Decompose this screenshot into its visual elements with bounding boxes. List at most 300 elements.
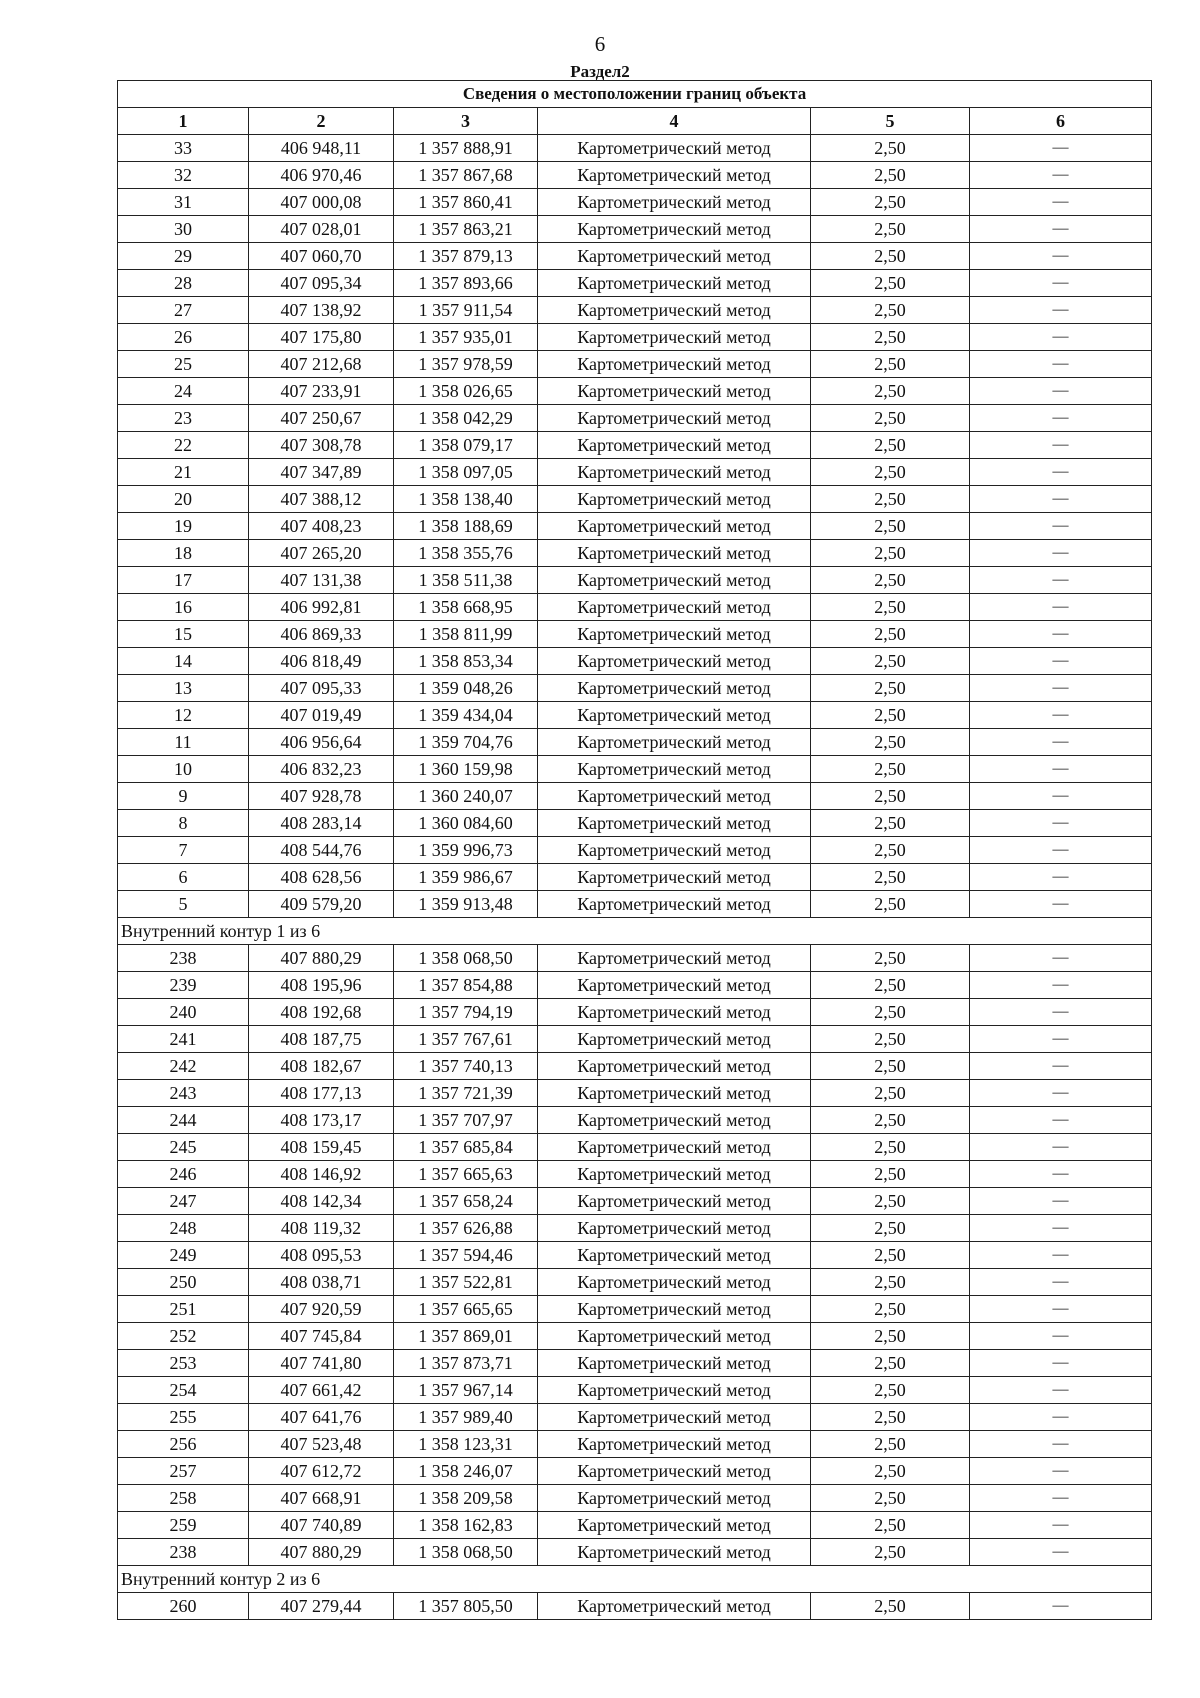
- accuracy-cell: 2,50: [811, 1080, 970, 1107]
- column-header: 2: [249, 108, 394, 135]
- description-cell: —: [970, 837, 1152, 864]
- description-cell: —: [970, 1296, 1152, 1323]
- y-coordinate-cell: 1 357 740,13: [394, 1053, 538, 1080]
- x-coordinate-cell: 408 038,71: [249, 1269, 394, 1296]
- method-cell: Картометрический метод: [538, 459, 811, 486]
- contour-label: Внутренний контур 1 из 6: [118, 918, 1152, 945]
- x-coordinate-cell: 407 279,44: [249, 1593, 394, 1620]
- description-cell: —: [970, 1080, 1152, 1107]
- table-row: [118, 1431, 1152, 1458]
- method-cell: Картометрический метод: [538, 1080, 811, 1107]
- table-row: [118, 783, 1152, 810]
- y-coordinate-cell: 1 357 522,81: [394, 1269, 538, 1296]
- y-coordinate-cell: 1 357 767,61: [394, 1026, 538, 1053]
- accuracy-cell: 2,50: [811, 1026, 970, 1053]
- x-coordinate-cell: 407 408,23: [249, 513, 394, 540]
- method-cell: Картометрический метод: [538, 324, 811, 351]
- table-row: [118, 1377, 1152, 1404]
- boundary-table: [117, 80, 1152, 1620]
- y-coordinate-cell: 1 358 097,05: [394, 459, 538, 486]
- method-cell: Картометрический метод: [538, 1134, 811, 1161]
- description-cell: —: [970, 432, 1152, 459]
- x-coordinate-cell: 406 956,64: [249, 729, 394, 756]
- method-cell: Картометрический метод: [538, 1539, 811, 1566]
- x-coordinate-cell: 408 628,56: [249, 864, 394, 891]
- table-row: [118, 135, 1152, 162]
- table-row: [118, 567, 1152, 594]
- method-cell: Картометрический метод: [538, 729, 811, 756]
- y-coordinate-cell: 1 357 978,59: [394, 351, 538, 378]
- point-number-cell: 12: [118, 702, 249, 729]
- description-cell: —: [970, 1215, 1152, 1242]
- x-coordinate-cell: 406 869,33: [249, 621, 394, 648]
- description-cell: —: [970, 297, 1152, 324]
- y-coordinate-cell: 1 357 935,01: [394, 324, 538, 351]
- description-cell: —: [970, 1269, 1152, 1296]
- method-cell: Картометрический метод: [538, 1323, 811, 1350]
- table-row: [118, 756, 1152, 783]
- x-coordinate-cell: 406 832,23: [249, 756, 394, 783]
- description-cell: —: [970, 810, 1152, 837]
- point-number-cell: 33: [118, 135, 249, 162]
- y-coordinate-cell: 1 357 888,91: [394, 135, 538, 162]
- table-row: [118, 405, 1152, 432]
- method-cell: Картометрический метод: [538, 1215, 811, 1242]
- method-cell: Картометрический метод: [538, 1431, 811, 1458]
- point-number-cell: 257: [118, 1458, 249, 1485]
- x-coordinate-cell: 407 233,91: [249, 378, 394, 405]
- y-coordinate-cell: 1 358 355,76: [394, 540, 538, 567]
- description-cell: —: [970, 864, 1152, 891]
- method-cell: Картометрический метод: [538, 1377, 811, 1404]
- description-cell: —: [970, 756, 1152, 783]
- y-coordinate-cell: 1 358 138,40: [394, 486, 538, 513]
- accuracy-cell: 2,50: [811, 513, 970, 540]
- x-coordinate-cell: 407 265,20: [249, 540, 394, 567]
- point-number-cell: 18: [118, 540, 249, 567]
- table-row: [118, 1404, 1152, 1431]
- table-row: [118, 1296, 1152, 1323]
- table-row: [118, 1161, 1152, 1188]
- y-coordinate-cell: 1 357 721,39: [394, 1080, 538, 1107]
- description-cell: —: [970, 1053, 1152, 1080]
- point-number-cell: 10: [118, 756, 249, 783]
- description-cell: —: [970, 324, 1152, 351]
- accuracy-cell: 2,50: [811, 459, 970, 486]
- point-number-cell: 245: [118, 1134, 249, 1161]
- method-cell: Картометрический метод: [538, 648, 811, 675]
- method-cell: Картометрический метод: [538, 1485, 811, 1512]
- column-header: 3: [394, 108, 538, 135]
- y-coordinate-cell: 1 358 068,50: [394, 1539, 538, 1566]
- method-cell: Картометрический метод: [538, 162, 811, 189]
- x-coordinate-cell: 408 195,96: [249, 972, 394, 999]
- x-coordinate-cell: 408 177,13: [249, 1080, 394, 1107]
- table-row: [118, 594, 1152, 621]
- description-cell: —: [970, 189, 1152, 216]
- accuracy-cell: 2,50: [811, 891, 970, 918]
- table-row: [118, 378, 1152, 405]
- table-row: [118, 1350, 1152, 1377]
- description-cell: —: [970, 1242, 1152, 1269]
- table-row: [118, 702, 1152, 729]
- method-cell: Картометрический метод: [538, 756, 811, 783]
- accuracy-cell: 2,50: [811, 1377, 970, 1404]
- point-number-cell: 240: [118, 999, 249, 1026]
- description-cell: —: [970, 162, 1152, 189]
- y-coordinate-cell: 1 358 209,58: [394, 1485, 538, 1512]
- accuracy-cell: 2,50: [811, 1539, 970, 1566]
- x-coordinate-cell: 407 131,38: [249, 567, 394, 594]
- description-cell: —: [970, 972, 1152, 999]
- accuracy-cell: 2,50: [811, 1593, 970, 1620]
- description-cell: —: [970, 1593, 1152, 1620]
- x-coordinate-cell: 407 060,70: [249, 243, 394, 270]
- point-number-cell: 15: [118, 621, 249, 648]
- accuracy-cell: 2,50: [811, 1107, 970, 1134]
- table-row: [118, 189, 1152, 216]
- method-cell: Картометрический метод: [538, 270, 811, 297]
- x-coordinate-cell: 406 948,11: [249, 135, 394, 162]
- point-number-cell: 21: [118, 459, 249, 486]
- point-number-cell: 26: [118, 324, 249, 351]
- point-number-cell: 30: [118, 216, 249, 243]
- y-coordinate-cell: 1 358 853,34: [394, 648, 538, 675]
- x-coordinate-cell: 407 928,78: [249, 783, 394, 810]
- accuracy-cell: 2,50: [811, 540, 970, 567]
- point-number-cell: 24: [118, 378, 249, 405]
- table-caption: Сведения о местоположении границ объекта: [118, 81, 1152, 108]
- x-coordinate-cell: 408 159,45: [249, 1134, 394, 1161]
- accuracy-cell: 2,50: [811, 1296, 970, 1323]
- point-number-cell: 20: [118, 486, 249, 513]
- table-row: [118, 1080, 1152, 1107]
- method-cell: Картометрический метод: [538, 1350, 811, 1377]
- accuracy-cell: 2,50: [811, 1242, 970, 1269]
- method-cell: Картометрический метод: [538, 1269, 811, 1296]
- table-row: [118, 1215, 1152, 1242]
- method-cell: Картометрический метод: [538, 297, 811, 324]
- description-cell: —: [970, 783, 1152, 810]
- table-row: [118, 1242, 1152, 1269]
- accuracy-cell: 2,50: [811, 1053, 970, 1080]
- y-coordinate-cell: 1 360 084,60: [394, 810, 538, 837]
- point-number-cell: 31: [118, 189, 249, 216]
- method-cell: Картометрический метод: [538, 189, 811, 216]
- column-header-row: [118, 108, 1152, 135]
- x-coordinate-cell: 407 880,29: [249, 945, 394, 972]
- point-number-cell: 248: [118, 1215, 249, 1242]
- method-cell: Картометрический метод: [538, 432, 811, 459]
- y-coordinate-cell: 1 357 911,54: [394, 297, 538, 324]
- table-row: [118, 972, 1152, 999]
- accuracy-cell: 2,50: [811, 1350, 970, 1377]
- method-cell: Картометрический метод: [538, 1512, 811, 1539]
- point-number-cell: 19: [118, 513, 249, 540]
- y-coordinate-cell: 1 359 986,67: [394, 864, 538, 891]
- point-number-cell: 252: [118, 1323, 249, 1350]
- table-row: [118, 297, 1152, 324]
- y-coordinate-cell: 1 357 665,63: [394, 1161, 538, 1188]
- x-coordinate-cell: 407 612,72: [249, 1458, 394, 1485]
- description-cell: —: [970, 621, 1152, 648]
- table-row: [118, 891, 1152, 918]
- accuracy-cell: 2,50: [811, 1512, 970, 1539]
- y-coordinate-cell: 1 357 867,68: [394, 162, 538, 189]
- description-cell: —: [970, 351, 1152, 378]
- y-coordinate-cell: 1 359 434,04: [394, 702, 538, 729]
- description-cell: —: [970, 1377, 1152, 1404]
- description-cell: —: [970, 1404, 1152, 1431]
- y-coordinate-cell: 1 359 048,26: [394, 675, 538, 702]
- x-coordinate-cell: 406 818,49: [249, 648, 394, 675]
- accuracy-cell: 2,50: [811, 189, 970, 216]
- accuracy-cell: 2,50: [811, 621, 970, 648]
- method-cell: Картометрический метод: [538, 378, 811, 405]
- x-coordinate-cell: 407 308,78: [249, 432, 394, 459]
- description-cell: —: [970, 675, 1152, 702]
- point-number-cell: 259: [118, 1512, 249, 1539]
- x-coordinate-cell: 408 142,34: [249, 1188, 394, 1215]
- description-cell: —: [970, 945, 1152, 972]
- point-number-cell: 238: [118, 945, 249, 972]
- table-row: [118, 324, 1152, 351]
- method-cell: Картометрический метод: [538, 837, 811, 864]
- y-coordinate-cell: 1 357 665,65: [394, 1296, 538, 1323]
- point-number-cell: 13: [118, 675, 249, 702]
- point-number-cell: 243: [118, 1080, 249, 1107]
- x-coordinate-cell: 408 187,75: [249, 1026, 394, 1053]
- method-cell: Картометрический метод: [538, 945, 811, 972]
- method-cell: Картометрический метод: [538, 810, 811, 837]
- description-cell: —: [970, 243, 1152, 270]
- y-coordinate-cell: 1 357 860,41: [394, 189, 538, 216]
- y-coordinate-cell: 1 357 967,14: [394, 1377, 538, 1404]
- accuracy-cell: 2,50: [811, 1404, 970, 1431]
- point-number-cell: 250: [118, 1269, 249, 1296]
- table-row: [118, 1134, 1152, 1161]
- accuracy-cell: 2,50: [811, 1161, 970, 1188]
- y-coordinate-cell: 1 359 996,73: [394, 837, 538, 864]
- method-cell: Картометрический метод: [538, 216, 811, 243]
- x-coordinate-cell: 407 740,89: [249, 1512, 394, 1539]
- accuracy-cell: 2,50: [811, 243, 970, 270]
- method-cell: Картометрический метод: [538, 621, 811, 648]
- description-cell: —: [970, 1134, 1152, 1161]
- table-row: [118, 1323, 1152, 1350]
- point-number-cell: 17: [118, 567, 249, 594]
- table-row: [118, 810, 1152, 837]
- point-number-cell: 9: [118, 783, 249, 810]
- x-coordinate-cell: 406 992,81: [249, 594, 394, 621]
- accuracy-cell: 2,50: [811, 702, 970, 729]
- x-coordinate-cell: 406 970,46: [249, 162, 394, 189]
- point-number-cell: 25: [118, 351, 249, 378]
- table-row: [118, 1593, 1152, 1620]
- y-coordinate-cell: 1 360 240,07: [394, 783, 538, 810]
- table-row: [118, 1512, 1152, 1539]
- accuracy-cell: 2,50: [811, 1188, 970, 1215]
- point-number-cell: 14: [118, 648, 249, 675]
- description-cell: —: [970, 1161, 1152, 1188]
- column-header: 5: [811, 108, 970, 135]
- x-coordinate-cell: 408 192,68: [249, 999, 394, 1026]
- point-number-cell: 241: [118, 1026, 249, 1053]
- description-cell: —: [970, 1539, 1152, 1566]
- method-cell: Картометрический метод: [538, 702, 811, 729]
- method-cell: Картометрический метод: [538, 243, 811, 270]
- point-number-cell: 7: [118, 837, 249, 864]
- accuracy-cell: 2,50: [811, 135, 970, 162]
- point-number-cell: 16: [118, 594, 249, 621]
- description-cell: —: [970, 1107, 1152, 1134]
- point-number-cell: 258: [118, 1485, 249, 1512]
- method-cell: Картометрический метод: [538, 351, 811, 378]
- x-coordinate-cell: 407 095,34: [249, 270, 394, 297]
- accuracy-cell: 2,50: [811, 972, 970, 999]
- method-cell: Картометрический метод: [538, 972, 811, 999]
- table-row: [118, 1026, 1152, 1053]
- description-cell: —: [970, 1458, 1152, 1485]
- point-number-cell: 5: [118, 891, 249, 918]
- accuracy-cell: 2,50: [811, 270, 970, 297]
- y-coordinate-cell: 1 359 913,48: [394, 891, 538, 918]
- y-coordinate-cell: 1 357 658,24: [394, 1188, 538, 1215]
- method-cell: Картометрический метод: [538, 783, 811, 810]
- accuracy-cell: 2,50: [811, 729, 970, 756]
- description-cell: —: [970, 1431, 1152, 1458]
- accuracy-cell: 2,50: [811, 432, 970, 459]
- x-coordinate-cell: 408 283,14: [249, 810, 394, 837]
- y-coordinate-cell: 1 359 704,76: [394, 729, 538, 756]
- contour-header-row: [118, 1566, 1152, 1593]
- x-coordinate-cell: 407 212,68: [249, 351, 394, 378]
- x-coordinate-cell: 407 347,89: [249, 459, 394, 486]
- accuracy-cell: 2,50: [811, 297, 970, 324]
- y-coordinate-cell: 1 357 873,71: [394, 1350, 538, 1377]
- accuracy-cell: 2,50: [811, 999, 970, 1026]
- accuracy-cell: 2,50: [811, 351, 970, 378]
- description-cell: —: [970, 270, 1152, 297]
- y-coordinate-cell: 1 357 594,46: [394, 1242, 538, 1269]
- x-coordinate-cell: 407 523,48: [249, 1431, 394, 1458]
- method-cell: Картометрический метод: [538, 567, 811, 594]
- table-row: [118, 648, 1152, 675]
- x-coordinate-cell: 407 175,80: [249, 324, 394, 351]
- accuracy-cell: 2,50: [811, 405, 970, 432]
- point-number-cell: 251: [118, 1296, 249, 1323]
- x-coordinate-cell: 407 095,33: [249, 675, 394, 702]
- accuracy-cell: 2,50: [811, 594, 970, 621]
- table-row: [118, 1485, 1152, 1512]
- accuracy-cell: 2,50: [811, 162, 970, 189]
- table-row: [118, 729, 1152, 756]
- accuracy-cell: 2,50: [811, 378, 970, 405]
- table-row: [118, 945, 1152, 972]
- method-cell: Картометрический метод: [538, 1458, 811, 1485]
- description-cell: —: [970, 567, 1152, 594]
- point-number-cell: 247: [118, 1188, 249, 1215]
- method-cell: Картометрический метод: [538, 594, 811, 621]
- description-cell: —: [970, 540, 1152, 567]
- method-cell: Картометрический метод: [538, 1053, 811, 1080]
- y-coordinate-cell: 1 357 854,88: [394, 972, 538, 999]
- accuracy-cell: 2,50: [811, 783, 970, 810]
- x-coordinate-cell: 409 579,20: [249, 891, 394, 918]
- description-cell: —: [970, 729, 1152, 756]
- accuracy-cell: 2,50: [811, 324, 970, 351]
- table-row: [118, 621, 1152, 648]
- x-coordinate-cell: 407 745,84: [249, 1323, 394, 1350]
- table-head: [118, 81, 1152, 135]
- description-cell: —: [970, 405, 1152, 432]
- point-number-cell: 238: [118, 1539, 249, 1566]
- method-cell: Картометрический метод: [538, 1593, 811, 1620]
- y-coordinate-cell: 1 358 068,50: [394, 945, 538, 972]
- table-row: [118, 1107, 1152, 1134]
- description-cell: —: [970, 1188, 1152, 1215]
- point-number-cell: 255: [118, 1404, 249, 1431]
- section-title: Раздел2: [570, 62, 630, 81]
- x-coordinate-cell: 407 388,12: [249, 486, 394, 513]
- point-number-cell: 246: [118, 1161, 249, 1188]
- point-number-cell: 27: [118, 297, 249, 324]
- method-cell: Картометрический метод: [538, 513, 811, 540]
- method-cell: Картометрический метод: [538, 864, 811, 891]
- table-row: [118, 864, 1152, 891]
- x-coordinate-cell: 407 028,01: [249, 216, 394, 243]
- description-cell: —: [970, 459, 1152, 486]
- table-row: [118, 513, 1152, 540]
- caption-row: [118, 81, 1152, 108]
- accuracy-cell: 2,50: [811, 1323, 970, 1350]
- y-coordinate-cell: 1 357 685,84: [394, 1134, 538, 1161]
- y-coordinate-cell: 1 357 707,97: [394, 1107, 538, 1134]
- x-coordinate-cell: 407 661,42: [249, 1377, 394, 1404]
- column-header: 6: [970, 108, 1152, 135]
- y-coordinate-cell: 1 357 626,88: [394, 1215, 538, 1242]
- point-number-cell: 253: [118, 1350, 249, 1377]
- point-number-cell: 32: [118, 162, 249, 189]
- point-number-cell: 29: [118, 243, 249, 270]
- y-coordinate-cell: 1 358 162,83: [394, 1512, 538, 1539]
- accuracy-cell: 2,50: [811, 486, 970, 513]
- column-header: 4: [538, 108, 811, 135]
- y-coordinate-cell: 1 358 079,17: [394, 432, 538, 459]
- description-cell: —: [970, 1350, 1152, 1377]
- x-coordinate-cell: 407 668,91: [249, 1485, 394, 1512]
- y-coordinate-cell: 1 358 246,07: [394, 1458, 538, 1485]
- accuracy-cell: 2,50: [811, 216, 970, 243]
- description-cell: —: [970, 1323, 1152, 1350]
- accuracy-cell: 2,50: [811, 1431, 970, 1458]
- accuracy-cell: 2,50: [811, 810, 970, 837]
- accuracy-cell: 2,50: [811, 675, 970, 702]
- table-row: [118, 1188, 1152, 1215]
- accuracy-cell: 2,50: [811, 648, 970, 675]
- description-cell: —: [970, 1512, 1152, 1539]
- description-cell: —: [970, 135, 1152, 162]
- accuracy-cell: 2,50: [811, 1134, 970, 1161]
- point-number-cell: 23: [118, 405, 249, 432]
- table-row: [118, 1458, 1152, 1485]
- accuracy-cell: 2,50: [811, 837, 970, 864]
- point-number-cell: 242: [118, 1053, 249, 1080]
- contour-header-row: [118, 918, 1152, 945]
- x-coordinate-cell: 407 920,59: [249, 1296, 394, 1323]
- accuracy-cell: 2,50: [811, 864, 970, 891]
- x-coordinate-cell: 408 095,53: [249, 1242, 394, 1269]
